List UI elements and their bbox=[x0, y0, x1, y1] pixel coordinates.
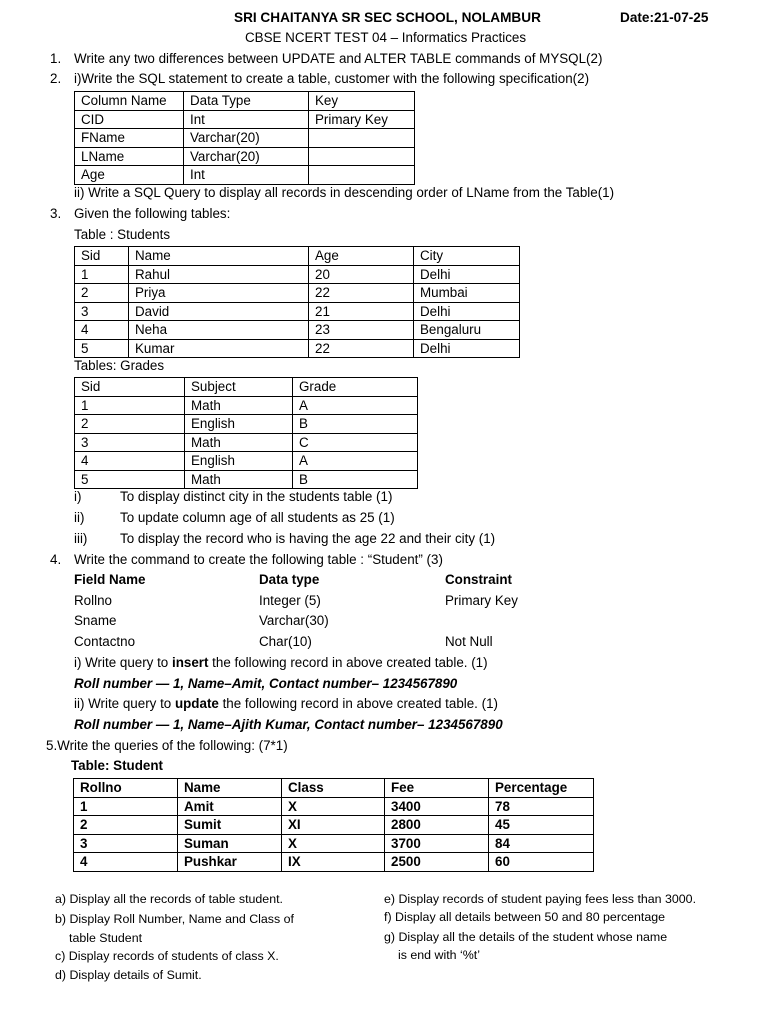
student-fee-table bbox=[73, 778, 594, 872]
q3-subpart-text: To update column age of all students as 25 (1) bbox=[120, 510, 395, 525]
table-cell: Int bbox=[184, 110, 309, 129]
instruction-text: i) Write query to bbox=[74, 655, 172, 670]
q3-subpart-label: i) bbox=[74, 489, 82, 504]
q5-text: 5.Write the queries of the following: (7*1) bbox=[46, 738, 288, 753]
table-cell: Varchar(20) bbox=[184, 129, 309, 148]
table-row bbox=[75, 339, 520, 358]
q4-insert-record: Roll number — 1, Name–Amit, Contact number– 1234567890 bbox=[74, 676, 458, 691]
table-row bbox=[74, 797, 594, 816]
table-header-row bbox=[74, 779, 594, 798]
q1-number: 1. bbox=[50, 51, 62, 66]
table-row bbox=[75, 129, 415, 148]
table-cell: Sumit bbox=[178, 816, 282, 835]
q2-number: 2. bbox=[50, 71, 62, 86]
q3-subpart-label: ii) bbox=[74, 510, 85, 525]
field-type: Integer (5) bbox=[259, 593, 321, 608]
q5-item: b) Display Roll Number, Name and Class of bbox=[55, 912, 294, 926]
table-cell: 5 bbox=[75, 339, 129, 358]
table-header-cell: Data Type bbox=[184, 92, 309, 111]
table-cell: A bbox=[293, 396, 418, 415]
q3-text: Given the following tables: bbox=[74, 206, 231, 221]
table-cell: FName bbox=[75, 129, 184, 148]
test-subtitle: CBSE NCERT TEST 04 – Informatics Practices bbox=[245, 30, 527, 45]
table-header-cell: Key bbox=[309, 92, 415, 111]
q3-subpart-text: To display distinct city in the students table (1) bbox=[120, 489, 393, 504]
table-cell: Age bbox=[75, 166, 184, 185]
instruction-keyword: update bbox=[174, 696, 219, 711]
table-header-cell: Percentage bbox=[489, 779, 594, 798]
q2-part2: ii) Write a SQL Query to display all records in descending order of LName from the Table(1) bbox=[74, 185, 615, 200]
table-cell: 78 bbox=[489, 797, 594, 816]
q5-item: c) Display records of students of class X. bbox=[55, 949, 279, 963]
table-cell: 84 bbox=[489, 834, 594, 853]
table-header-row bbox=[75, 247, 520, 266]
test-date: Date:21-07-25 bbox=[620, 10, 709, 25]
table-row bbox=[75, 166, 415, 185]
table-cell: 2800 bbox=[385, 816, 489, 835]
table-cell: 60 bbox=[489, 853, 594, 872]
q4-text: Write the command to create the following table : “Student” (3) bbox=[74, 552, 443, 567]
q5-item: is end with ‘%t’ bbox=[398, 948, 480, 962]
table-cell: 5 bbox=[75, 470, 185, 489]
table-row bbox=[74, 816, 594, 835]
table-header-cell: Rollno bbox=[74, 779, 178, 798]
grades-caption: Tables: Grades bbox=[74, 358, 165, 373]
table-cell: Varchar(20) bbox=[184, 147, 309, 166]
table-row bbox=[74, 853, 594, 872]
field-type: Varchar(30) bbox=[259, 613, 329, 628]
table-cell: 3400 bbox=[385, 797, 489, 816]
table-cell: English bbox=[185, 452, 293, 471]
table-cell: 4 bbox=[75, 321, 129, 340]
field-constraint: Not Null bbox=[445, 634, 493, 649]
table-header-cell: Grade bbox=[293, 378, 418, 397]
instruction-text: the following record in above created table. (1) bbox=[218, 696, 498, 711]
table-cell: 3 bbox=[75, 433, 185, 452]
table-header-cell: Column Name bbox=[75, 92, 184, 111]
table-cell: Delhi bbox=[414, 265, 520, 284]
table-cell: X bbox=[282, 834, 385, 853]
table-cell: Math bbox=[185, 396, 293, 415]
table-cell: B bbox=[293, 470, 418, 489]
instruction-text: ii) Write query to bbox=[74, 696, 175, 711]
table-cell: 1 bbox=[75, 265, 129, 284]
table-cell: Delhi bbox=[414, 339, 520, 358]
table-cell: Pushkar bbox=[178, 853, 282, 872]
q5-item: table Student bbox=[69, 931, 143, 945]
table-cell: CID bbox=[75, 110, 184, 129]
field-type: Char(10) bbox=[259, 634, 312, 649]
q5-item: e) Display records of student paying fees less than 3000. bbox=[384, 892, 697, 906]
table-header-cell: Class bbox=[282, 779, 385, 798]
q5-item: g) Display all the details of the student whose name bbox=[384, 930, 668, 944]
customer-spec-table bbox=[74, 91, 415, 185]
field-name: Contactno bbox=[74, 634, 136, 649]
q3-subpart-label: iii) bbox=[74, 531, 88, 546]
table-cell: 22 bbox=[309, 284, 414, 303]
table-cell: 45 bbox=[489, 816, 594, 835]
table-header-cell: Sid bbox=[75, 247, 129, 266]
table-cell: Suman bbox=[178, 834, 282, 853]
q4-number: 4. bbox=[50, 552, 62, 567]
table-cell: 2500 bbox=[385, 853, 489, 872]
table-row bbox=[74, 834, 594, 853]
table-cell: Amit bbox=[178, 797, 282, 816]
table-cell bbox=[309, 147, 415, 166]
grades-table bbox=[74, 377, 418, 489]
table-cell: A bbox=[293, 452, 418, 471]
table-header-cell: Sid bbox=[75, 378, 185, 397]
table-cell: Neha bbox=[129, 321, 309, 340]
table-cell: 21 bbox=[309, 302, 414, 321]
q3-subpart-text: To display the record who is having the age 22 and their city (1) bbox=[120, 531, 496, 546]
table-header-cell: City bbox=[414, 247, 520, 266]
instruction-keyword: insert bbox=[171, 655, 209, 670]
table-cell: 2 bbox=[74, 816, 178, 835]
table-row bbox=[75, 396, 418, 415]
q1-text: Write any two differences between UPDATE and ALTER TABLE commands of MYSQL(2) bbox=[74, 51, 603, 66]
table-cell: XI bbox=[282, 816, 385, 835]
field-constraint: Primary Key bbox=[445, 593, 518, 608]
field-name-header: Field Name bbox=[74, 572, 146, 587]
q2-text: i)Write the SQL statement to create a table, customer with the following specification(2) bbox=[74, 71, 590, 86]
q4-update-instruction bbox=[74, 694, 498, 713]
table-cell: X bbox=[282, 797, 385, 816]
table-row bbox=[75, 470, 418, 489]
q4-insert-instruction bbox=[74, 653, 488, 672]
table-header-row bbox=[75, 378, 418, 397]
table-cell: Mumbai bbox=[414, 284, 520, 303]
table-header-cell: Name bbox=[178, 779, 282, 798]
q5-item: d) Display details of Sumit. bbox=[55, 968, 202, 982]
table-cell: 2 bbox=[75, 284, 129, 303]
table-cell: Priya bbox=[129, 284, 309, 303]
table-cell: B bbox=[293, 415, 418, 434]
table-cell: 20 bbox=[309, 265, 414, 284]
data-type-header: Data type bbox=[259, 572, 320, 587]
students-table bbox=[74, 246, 520, 358]
table-header-cell: Fee bbox=[385, 779, 489, 798]
table-row bbox=[75, 433, 418, 452]
table-row bbox=[75, 321, 520, 340]
table-cell: Math bbox=[185, 433, 293, 452]
table-row bbox=[75, 265, 520, 284]
table-cell: C bbox=[293, 433, 418, 452]
constraint-header: Constraint bbox=[445, 572, 512, 587]
table-cell: English bbox=[185, 415, 293, 434]
table-cell: 23 bbox=[309, 321, 414, 340]
table-row bbox=[75, 452, 418, 471]
table-cell: Bengaluru bbox=[414, 321, 520, 340]
table-header-row bbox=[75, 92, 415, 111]
field-name: Sname bbox=[74, 613, 117, 628]
table-row bbox=[75, 415, 418, 434]
table-cell: 3700 bbox=[385, 834, 489, 853]
table-cell: Int bbox=[184, 166, 309, 185]
table-header-cell: Age bbox=[309, 247, 414, 266]
instruction-text: the following record in above created table. (1) bbox=[208, 655, 488, 670]
q4-update-record: Roll number — 1, Name–Ajith Kumar, Contact number– 1234567890 bbox=[74, 717, 503, 732]
table-cell bbox=[309, 129, 415, 148]
table-cell: 1 bbox=[75, 396, 185, 415]
table-header-cell: Subject bbox=[185, 378, 293, 397]
table-cell: Rahul bbox=[129, 265, 309, 284]
table-cell: 4 bbox=[75, 452, 185, 471]
students-caption: Table : Students bbox=[74, 227, 171, 242]
q5-caption: Table: Student bbox=[71, 758, 163, 773]
table-cell: Delhi bbox=[414, 302, 520, 321]
q3-number: 3. bbox=[50, 206, 62, 221]
table-cell: 4 bbox=[74, 853, 178, 872]
table-cell: 22 bbox=[309, 339, 414, 358]
field-name: Rollno bbox=[74, 593, 112, 608]
table-cell: IX bbox=[282, 853, 385, 872]
table-cell: 3 bbox=[75, 302, 129, 321]
table-cell bbox=[309, 166, 415, 185]
table-cell: Kumar bbox=[129, 339, 309, 358]
table-cell: 2 bbox=[75, 415, 185, 434]
q5-item: a) Display all the records of table student. bbox=[55, 892, 283, 906]
table-row bbox=[75, 147, 415, 166]
table-cell: Primary Key bbox=[309, 110, 415, 129]
table-row bbox=[75, 284, 520, 303]
table-cell: 1 bbox=[74, 797, 178, 816]
table-cell: LName bbox=[75, 147, 184, 166]
table-cell: 3 bbox=[74, 834, 178, 853]
table-row bbox=[75, 110, 415, 129]
table-cell: David bbox=[129, 302, 309, 321]
table-row bbox=[75, 302, 520, 321]
school-name: SRI CHAITANYA SR SEC SCHOOL, NOLAMBUR bbox=[234, 10, 541, 25]
table-header-cell: Name bbox=[129, 247, 309, 266]
table-cell: Math bbox=[185, 470, 293, 489]
q5-item: f) Display all details between 50 and 80 percentage bbox=[384, 910, 666, 924]
